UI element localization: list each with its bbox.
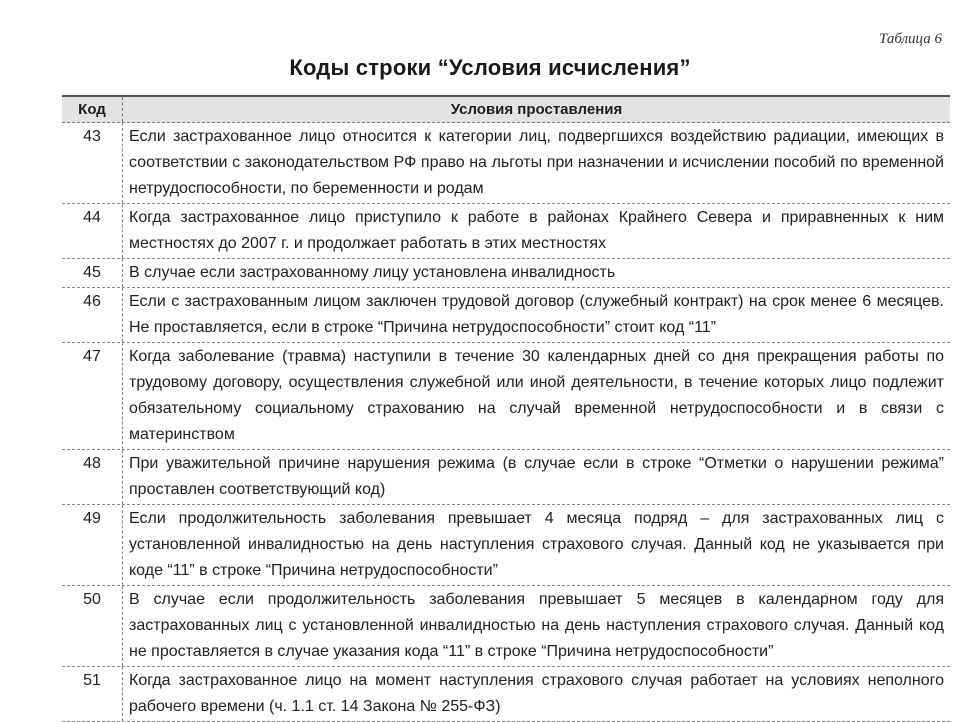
header-conditions: Условия проставления xyxy=(450,101,623,118)
row-code: 49 xyxy=(62,505,123,585)
header-code: Код xyxy=(62,97,123,122)
table-row xyxy=(62,505,950,586)
table-row xyxy=(62,586,950,667)
row-code: 47 xyxy=(62,343,123,449)
row-code: 46 xyxy=(62,288,123,342)
row-conditions: В случае если застрахованному лицу установлена инвалидность xyxy=(129,264,616,281)
row-conditions: При уважительной причине нарушения режима (в случае если в строке “Отметки о нарушении режима” проставлен соответствующий код) xyxy=(129,455,944,498)
row-conditions: Когда застрахованное лицо приступило к работе в районах Крайнего Севера и приравненных к ним местностях до 2007 г. и продолжает работать в этих местностях xyxy=(129,209,944,252)
row-code: 50 xyxy=(62,586,123,666)
row-conditions: Когда заболевание (травма) наступили в течение 30 календарных дней со дня прекращения работы по трудовому договору, осуществления служебной или иной деятельности, в течение которых лицо подлежит обязательному социальному страхованию на случай временной нетрудоспособности и в связи с материнством xyxy=(129,348,944,443)
row-conditions: Если продолжительность заболевания превышает 4 месяца подряд – для застрахованных лиц с установленной инвалидностью на день наступления страхового случая. Данный код не указывается при коде “11” в строке “Причина нетрудоспособности” xyxy=(129,510,944,579)
row-code: 51 xyxy=(62,667,123,721)
table-row xyxy=(62,288,950,343)
row-code: 45 xyxy=(62,259,123,287)
row-conditions: В случае если продолжительность заболевания превышает 5 месяцев в календарном году для застрахованных лиц с установленной инвалидностью на день наступления страхового случая. Данный код не проставляется в случае указания кода “11” в строке “Причина нетрудоспособности” xyxy=(129,591,944,660)
row-code: 43 xyxy=(62,123,123,203)
row-conditions: Когда застрахованное лицо на момент наступления страхового случая работает на условиях неполного рабочего времени (ч. 1.1 ст. 14 Закона № 255-ФЗ) xyxy=(129,672,944,715)
table-row xyxy=(62,259,950,288)
table-row xyxy=(62,343,950,450)
table-row xyxy=(62,123,950,204)
table-row xyxy=(62,450,950,505)
codes-table xyxy=(62,95,950,722)
table-row xyxy=(62,204,950,259)
table-number-label: Таблица 6 xyxy=(879,31,942,47)
row-conditions: Если застрахованное лицо относится к категории лиц, подвергшихся воздействию радиации, имеющих в соответствии с законодательством РФ право на льготы при назначении и исчислении пособий по временной нетрудоспособности, по беременности и родам xyxy=(129,128,944,197)
row-code: 44 xyxy=(62,204,123,258)
row-conditions: Если с застрахованным лицом заключен трудовой договор (служебный контракт) на срок менее 6 месяцев. Не проставляется, если в строке “Причина нетрудоспособности” стоит код “11” xyxy=(129,293,944,336)
row-code: 48 xyxy=(62,450,123,504)
table-header-row xyxy=(62,97,950,123)
table-row xyxy=(62,667,950,722)
table-title: Коды строки “Условия исчисления” xyxy=(289,55,691,80)
